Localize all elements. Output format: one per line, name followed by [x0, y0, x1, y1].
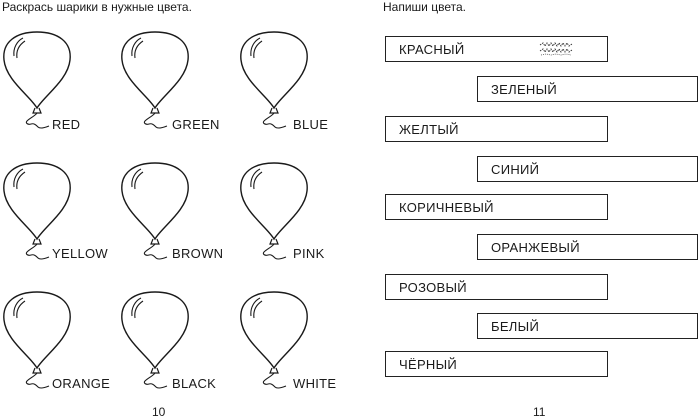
balloon-label: GREEN — [172, 117, 220, 132]
color-word-box-brown[interactable] — [385, 194, 608, 220]
balloon-white[interactable] — [237, 284, 357, 394]
color-word-box-black[interactable] — [385, 351, 608, 377]
color-word: ЧЁРНЫЙ — [399, 357, 458, 372]
handwriting-scribble-icon — [538, 40, 574, 57]
color-word-box-orange[interactable] — [477, 234, 698, 260]
writing-instruction: Напиши цвета. — [383, 0, 466, 14]
balloon-label: BLUE — [293, 117, 329, 132]
balloon-black[interactable] — [118, 284, 238, 394]
color-word: КОРИЧНЕВЫЙ — [399, 200, 494, 215]
color-word-box-yellow[interactable] — [385, 116, 608, 142]
balloon-label: RED — [52, 117, 81, 132]
coloring-instruction: Раскрась шарики в нужные цвета. — [2, 0, 192, 14]
color-word: КРАСНЫЙ — [399, 42, 465, 57]
color-word-box-white[interactable] — [477, 313, 698, 339]
balloon-red[interactable] — [0, 24, 120, 134]
balloon-blue[interactable] — [237, 24, 357, 134]
page-number: 10 — [152, 405, 166, 419]
balloon-green[interactable] — [118, 24, 238, 134]
color-word-box-pink[interactable] — [385, 274, 608, 300]
color-word-box-blue[interactable] — [477, 156, 698, 182]
balloon-label: BROWN — [172, 246, 224, 261]
balloon-label: PINK — [293, 246, 325, 261]
balloon-pink[interactable] — [237, 155, 357, 265]
color-word: РОЗОВЫЙ — [399, 280, 467, 295]
balloon-orange[interactable] — [0, 284, 120, 394]
color-word: СИНИЙ — [491, 162, 540, 177]
color-word-box-red[interactable] — [385, 36, 608, 62]
balloon-label: ORANGE — [52, 376, 111, 391]
color-word: БЕЛЫЙ — [491, 319, 540, 334]
balloon-brown[interactable] — [118, 155, 238, 265]
color-word: ЖЕЛТЫЙ — [399, 122, 459, 137]
balloon-yellow[interactable] — [0, 155, 120, 265]
balloon-label: BLACK — [172, 376, 217, 391]
balloon-label: YELLOW — [52, 246, 108, 261]
balloon-label: WHITE — [293, 376, 337, 391]
color-word: ОРАНЖЕВЫЙ — [491, 240, 580, 255]
page-number: 11 — [533, 405, 546, 419]
color-word: ЗЕЛЕНЫЙ — [491, 82, 558, 97]
color-word-box-green[interactable] — [477, 76, 698, 102]
right-page — [360, 0, 700, 419]
